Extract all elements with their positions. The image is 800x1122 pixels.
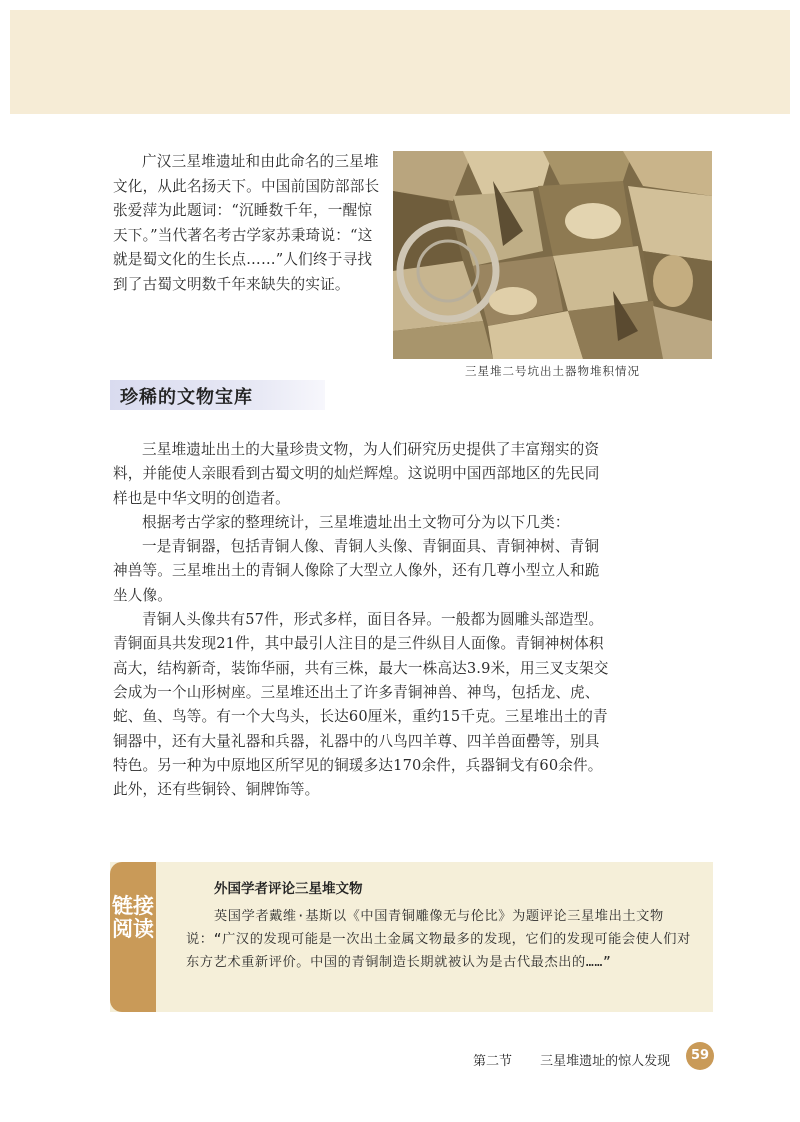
footer-section: 第二节 [473, 1054, 513, 1069]
link-reading-text: 英国学者戴维·基斯以《中国青铜雕像无与伦比》为题评论三星堆出土文物说：“广汉的发现可能是一次出土金属文物最多的发现，它们的发现可能会使人们对东方艺术重新评价。中国的青铜制造长期就被认为是古代最杰出的……” [186, 909, 691, 970]
section-title: 珍稀的文物宝库 [120, 387, 253, 408]
body-text [113, 438, 613, 802]
link-reading-tab-label: 链接阅读 [112, 894, 154, 941]
header-band [10, 10, 790, 114]
body-paragraph: 三星堆遗址出土的大量珍贵文物，为人们研究历史提供了丰富翔实的资料，并能使人亲眼看到古蜀文明的灿烂辉煌。这说明中国西部地区的先民同样也是中华文明的创造者。 [113, 441, 600, 507]
intro-paragraph: 广汉三星堆遗址和由此命名的三星堆文化，从此名扬天下。中国前国防部部长张爱萍为此题词：“沉睡数千年，一醒惊天下。”当代著名考古学家苏秉琦说：“这就是蜀文化的生长点……”人们终于寻找到了古蜀文明数千年来缺失的实证。 [113, 153, 380, 293]
body-paragraph: 根据考古学家的整理统计，三星堆遗址出土文物可分为以下几类： [142, 513, 570, 531]
page-footer [473, 1050, 694, 1069]
footer-chapter: 三星堆遗址的惊人发现 [540, 1054, 671, 1069]
excavation-photo [393, 151, 712, 359]
body-paragraph: 一是青铜器，包括青铜人像、青铜人头像、青铜面具、青铜神树、青铜神兽等。三星堆出土的青铜人像除了大型立人像外，还有几尊小型立人和跪坐人像。 [113, 538, 600, 604]
page-number: 59 [686, 1042, 714, 1070]
photo-caption: 三星堆二号坑出土器物堆积情况 [465, 364, 640, 378]
link-reading-title: 外国学者评论三星堆文物 [214, 881, 363, 897]
body-paragraph: 青铜人头像共有57件，形式多样，面目各异。一般都为圆雕头部造型。青铜面具共发现21件，其中最引人注目的是三件纵目人面像。青铜神树体积高大，结构新奇，装饰华丽，共有三株，最大一株高达3.9米，用三叉支架交会成为一个山形树座。三星堆还出土了许多青铜神兽、神鸟，包括龙、虎、蛇、鱼、鸟等。有一个大鸟头，长达60厘米，重约15千克。三星堆出土的青铜器中，还有大量礼器和兵器，礼器中的八鸟四羊尊、四羊兽面罍等，别具特色。另一种为中原地区所罕见的铜瑗多达170余件，兵器铜戈有60余件。此外，还有些铜铃、铜牌饰等。 [113, 611, 609, 799]
artifact-pile-illustration [393, 151, 712, 359]
